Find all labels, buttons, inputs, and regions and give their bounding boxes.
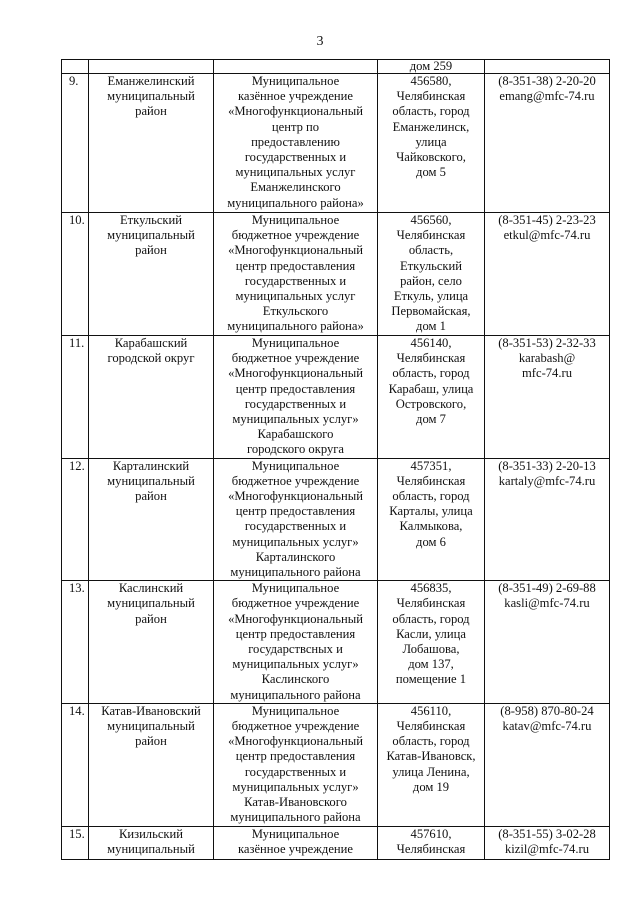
address-line: Челябинская xyxy=(396,351,466,366)
contact-line: (8-351-53) 2-32-33 xyxy=(498,336,596,350)
address-line: Лобашова, xyxy=(402,642,460,657)
institution-line: Катав-Ивановского xyxy=(244,795,347,810)
address-line: Касли, улица xyxy=(396,626,466,641)
address-line: область, город xyxy=(392,104,470,119)
cell-address xyxy=(378,458,485,581)
cell-num xyxy=(62,60,89,74)
district-line: Еткульский xyxy=(119,213,183,227)
cell-district xyxy=(89,581,214,704)
cell-num xyxy=(62,826,89,859)
district-line: муниципальный xyxy=(107,89,195,104)
row-number: 15. xyxy=(69,826,85,841)
address-line: Еманжелинск, xyxy=(392,119,470,134)
institution-line: муниципальных услуг xyxy=(235,165,356,180)
institution-line: государственных и xyxy=(244,396,347,411)
address-line: дом 259 xyxy=(409,59,453,73)
cell-address xyxy=(378,213,485,336)
cell-district xyxy=(89,826,214,859)
cell-contacts xyxy=(485,581,610,704)
institution-line: муниципальных услуг» xyxy=(232,779,359,794)
institution-line: государственных и xyxy=(244,519,347,534)
institution-line: бюджетное учреждение xyxy=(231,719,360,734)
contact-line: mfc-74.ru xyxy=(521,366,572,381)
institution-line: Еманжелинского xyxy=(250,180,341,195)
cell-contacts xyxy=(485,213,610,336)
institution-line: центр предоставления xyxy=(235,749,356,764)
address-line: область, xyxy=(408,243,454,258)
cell-address xyxy=(378,703,485,826)
address-line: дом 7 xyxy=(416,412,446,427)
cell-institution xyxy=(214,458,378,581)
cell-num xyxy=(62,74,89,213)
institution-line: казённое учреждение xyxy=(237,841,354,856)
institution-line: муниципального района xyxy=(230,687,361,702)
address-line: дом 6 xyxy=(416,534,446,549)
district-line: Каслинский xyxy=(118,581,184,596)
address-line: 456835, xyxy=(410,581,452,596)
contact-line: katav@mfc-74.ru xyxy=(502,719,592,734)
contact-line: (8-351-33) 2-20-13 xyxy=(498,458,596,473)
cell-num xyxy=(62,458,89,581)
institution-line: центр предоставления xyxy=(235,381,356,396)
table-row xyxy=(62,826,610,859)
district-line: муниципальный xyxy=(107,719,195,734)
institution-line: Еткульского xyxy=(262,304,329,319)
institution-line: муниципальных услуг» xyxy=(232,657,359,672)
address-line: Челябинская xyxy=(396,89,466,104)
institution-line: муниципального района xyxy=(230,810,361,825)
district-line: район xyxy=(135,243,167,258)
contact-line: (8-351-55) 3-02-28 xyxy=(498,826,596,841)
contact-line: kizil@mfc-74.ru xyxy=(505,841,589,856)
institution-line: государственных и xyxy=(244,273,347,288)
district-line: муниципальный xyxy=(107,228,195,243)
address-line: 456580, xyxy=(410,74,452,88)
contact-line: (8-958) 870-80-24 xyxy=(500,703,594,718)
address-line: 456110, xyxy=(410,703,452,718)
row-number: 9. xyxy=(69,74,79,88)
district-line: Кизильский xyxy=(118,826,184,841)
table-row-continuation xyxy=(62,60,610,74)
institution-line: муниципального района xyxy=(230,565,361,580)
district-line: Карталинский xyxy=(112,458,190,473)
address-line: область, город xyxy=(392,734,470,749)
institution-line: центр по xyxy=(271,119,320,134)
cell-contacts xyxy=(485,703,610,826)
institution-line: «Многофункциональный xyxy=(228,489,363,504)
address-line: Еткульский xyxy=(399,258,463,273)
address-line: 456140, xyxy=(410,336,452,350)
contact-line: etkul@mfc-74.ru xyxy=(503,228,591,243)
address-line: дом 5 xyxy=(416,165,446,180)
row-number: 14. xyxy=(69,703,85,718)
institution-line: бюджетное учреждение xyxy=(231,228,360,243)
address-line: область, город xyxy=(392,366,470,381)
address-line: Еткуль, улица xyxy=(393,289,469,304)
row-number: 11. xyxy=(69,336,85,350)
table-body xyxy=(62,60,610,860)
institution-line: Муниципальное xyxy=(251,458,340,473)
cell-contacts xyxy=(485,826,610,859)
institution-line: предоставлению xyxy=(251,134,340,149)
contact-line: kartaly@mfc-74.ru xyxy=(498,473,596,488)
address-line: помещение 1 xyxy=(395,672,467,687)
contact-line: (8-351-49) 2-69-88 xyxy=(498,581,596,596)
table-row xyxy=(62,74,610,213)
district-line: муниципальный xyxy=(107,841,195,856)
institution-line: центр предоставления xyxy=(235,504,356,519)
contact-line: (8-351-45) 2-23-23 xyxy=(498,213,596,227)
cell-district xyxy=(89,213,214,336)
mfc-table xyxy=(61,59,610,860)
address-line: 457351, xyxy=(410,458,452,473)
cell-institution xyxy=(214,74,378,213)
cell-num xyxy=(62,703,89,826)
address-line: Первомайская, xyxy=(391,304,471,319)
institution-line: Каслинского xyxy=(261,672,330,687)
contact-line: karabash@ xyxy=(518,351,576,366)
cell-district xyxy=(89,703,214,826)
cell-address xyxy=(378,581,485,704)
district-line: Еманжелинский xyxy=(107,74,195,88)
cell-district xyxy=(89,60,214,74)
table-row xyxy=(62,213,610,336)
cell-address xyxy=(378,60,485,74)
cell-district xyxy=(89,74,214,213)
address-line: Челябинская xyxy=(396,228,466,243)
institution-line: «Многофункциональный xyxy=(228,366,363,381)
institution-line: Муниципальное xyxy=(251,336,340,350)
contact-line: (8-351-38) 2-20-20 xyxy=(498,74,596,88)
institution-line: городского округа xyxy=(246,442,345,457)
institution-line: «Многофункциональный xyxy=(228,734,363,749)
address-line: область, город xyxy=(392,611,470,626)
cell-address xyxy=(378,826,485,859)
district-line: район xyxy=(135,611,167,626)
address-line: дом 1 xyxy=(416,319,446,334)
institution-line: Муниципальное xyxy=(251,213,340,227)
contact-line: emang@mfc-74.ru xyxy=(499,89,595,104)
district-line: район xyxy=(135,489,167,504)
address-line: Челябинская xyxy=(396,719,466,734)
institution-line: бюджетное учреждение xyxy=(231,596,360,611)
address-line: Челябинская xyxy=(396,473,466,488)
cell-district xyxy=(89,458,214,581)
district-line: Катав-Ивановский xyxy=(101,703,201,718)
cell-contacts xyxy=(485,60,610,74)
address-line: Чайковского, xyxy=(396,150,466,165)
address-line: Островского, xyxy=(395,396,467,411)
table-row xyxy=(62,336,610,459)
address-line: 456560, xyxy=(410,213,452,227)
institution-line: Муниципальное xyxy=(251,703,340,718)
institution-line: «Многофункциональный xyxy=(228,243,363,258)
institution-line: муниципальных услуг xyxy=(235,289,356,304)
address-line: Челябинская xyxy=(396,596,466,611)
address-line: Калмыкова, xyxy=(399,519,463,534)
institution-line: бюджетное учреждение xyxy=(231,351,360,366)
address-line: 457610, xyxy=(410,826,452,841)
row-number: 12. xyxy=(69,458,85,473)
institution-line: муниципальных услуг» xyxy=(232,534,359,549)
row-number: 10. xyxy=(69,213,85,227)
row-number: 13. xyxy=(69,581,85,596)
institution-line: Муниципальное xyxy=(251,74,340,88)
address-line: Карабаш, улица xyxy=(388,381,474,396)
district-line: муниципальный xyxy=(107,473,195,488)
institution-line: центр предоставления xyxy=(235,258,356,273)
institution-line: Муниципальное xyxy=(251,581,340,596)
cell-institution xyxy=(214,336,378,459)
cell-institution xyxy=(214,703,378,826)
district-line: городской округ xyxy=(107,351,195,366)
cell-num xyxy=(62,581,89,704)
institution-line: муниципального района» xyxy=(227,319,364,334)
institution-line: государствсных и xyxy=(248,642,343,657)
address-line: улица xyxy=(415,134,447,149)
institution-line: государственных и xyxy=(244,150,347,165)
cell-district xyxy=(89,336,214,459)
cell-contacts xyxy=(485,458,610,581)
district-line: муниципальный xyxy=(107,596,195,611)
institution-line: центр предоставления xyxy=(235,626,356,641)
institution-line: Муниципальное xyxy=(251,826,340,841)
cell-institution xyxy=(214,581,378,704)
institution-line: «Многофункциональный xyxy=(228,104,363,119)
institution-line: бюджетное учреждение xyxy=(231,473,360,488)
address-line: Катав-Ивановск, xyxy=(386,749,476,764)
cell-address xyxy=(378,74,485,213)
address-line: улица Ленина, xyxy=(392,764,470,779)
address-line: область, город xyxy=(392,489,470,504)
page-number: 3 xyxy=(316,34,324,49)
table-row xyxy=(62,581,610,704)
institution-line: муниципального района» xyxy=(227,195,364,210)
table-row xyxy=(62,458,610,581)
cell-num xyxy=(62,336,89,459)
institution-line: государственных и xyxy=(244,764,347,779)
institution-line: казённое учреждение xyxy=(237,89,354,104)
district-line: район xyxy=(135,734,167,749)
address-line: Челябинская xyxy=(396,841,466,856)
district-line: район xyxy=(135,104,167,119)
address-line: район, село xyxy=(400,273,462,288)
institution-line: муниципальных услуг» xyxy=(232,412,359,427)
table-row xyxy=(62,703,610,826)
cell-address xyxy=(378,336,485,459)
cell-contacts xyxy=(485,336,610,459)
cell-institution xyxy=(214,213,378,336)
address-line: дом 19 xyxy=(412,779,450,794)
address-line: дом 137, xyxy=(408,657,454,672)
cell-num xyxy=(62,213,89,336)
institution-line: Карабашского xyxy=(257,427,334,442)
contact-line: kasli@mfc-74.ru xyxy=(504,596,590,611)
address-line: Карталы, улица xyxy=(389,504,473,519)
district-line: Карабашский xyxy=(114,336,188,350)
cell-contacts xyxy=(485,74,610,213)
institution-line: «Многофункциональный xyxy=(228,611,363,626)
institution-line: Карталинского xyxy=(255,549,336,564)
cell-institution xyxy=(214,60,378,74)
cell-institution xyxy=(214,826,378,859)
